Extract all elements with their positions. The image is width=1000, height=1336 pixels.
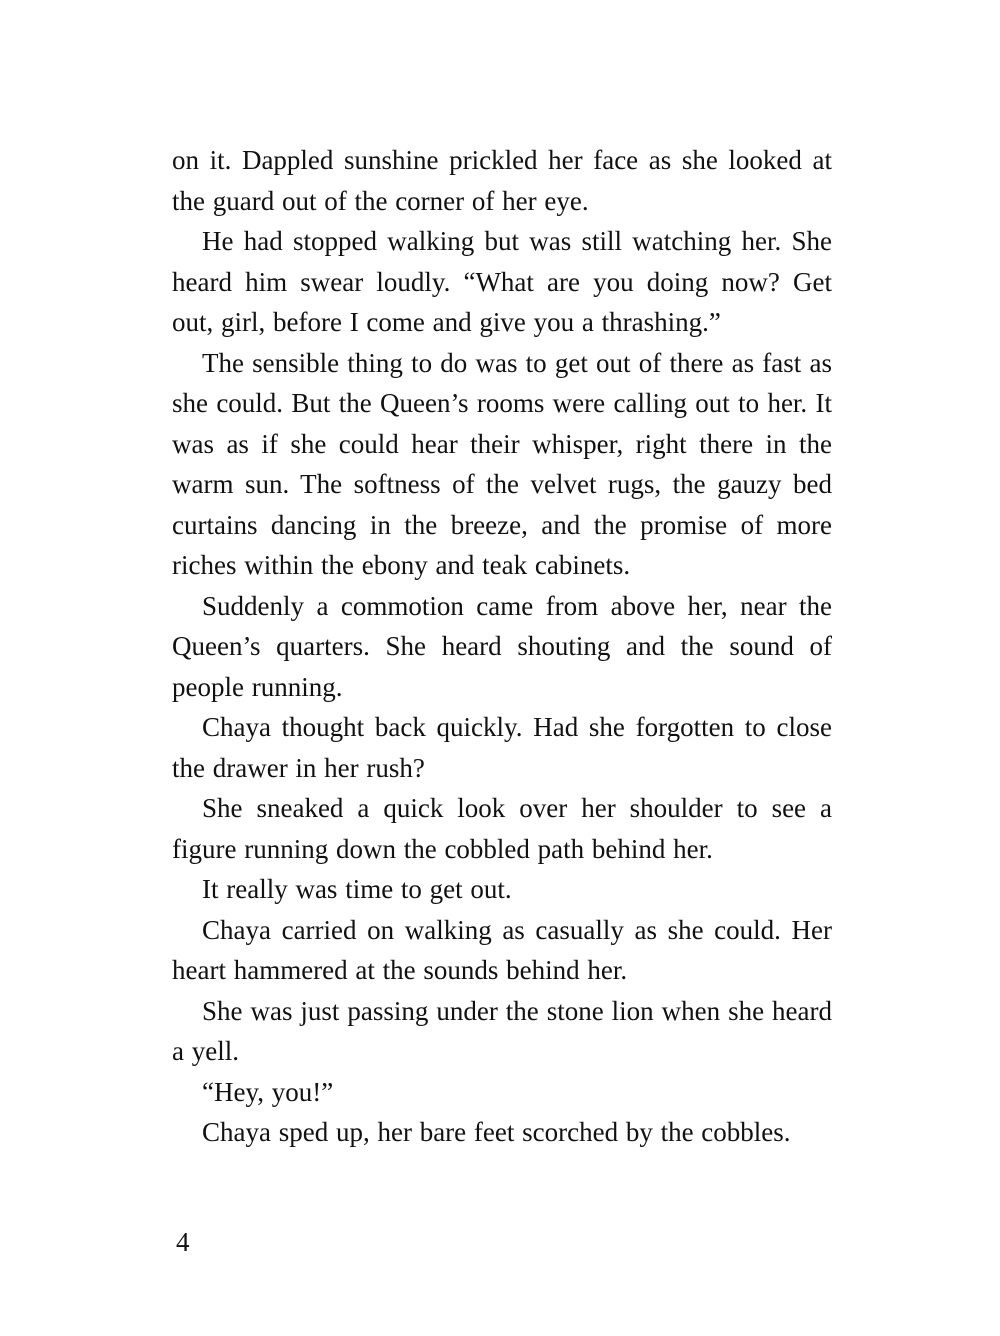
body-paragraph: Chaya thought back quickly. Had she forgotten to close the drawer in her rush? (172, 712, 832, 783)
body-paragraph: She was just passing under the stone lion when she heard a yell. (172, 995, 832, 1066)
body-paragraph: She sneaked a quick look over her shoulder to see a figure running down the cobbled path behind her. (172, 793, 832, 864)
body-paragraph: The sensible thing to do was to get out of there as fast as she could. But the Queen’s rooms were calling out to her. It was as if she could hear their whisper, right there in the warm sun. The softness of the velvet rugs, the gauzy bed curtains dancing in the breeze, and the promise of more riches within the ebony and teak cabinets. (172, 347, 832, 580)
body-paragraph: Chaya carried on walking as casually as she could. Her heart hammered at the sounds behind her. (172, 914, 832, 985)
body-paragraph: He had stopped walking but was still watching her. She heard him swear loudly. “What are you doing now? Get out, girl, before I come and give you a thrashing.” (172, 226, 832, 337)
body-paragraph: It really was time to get out. (202, 874, 512, 904)
body-paragraph: “Hey, you!” (202, 1076, 334, 1107)
page-number: 4 (176, 1227, 190, 1257)
body-paragraph: Suddenly a commotion came from above her, near the Queen’s quarters. She heard shouting and the sound of people running. (172, 590, 832, 702)
body-paragraph: on it. Dappled sunshine prickled her face as she looked at the guard out of the corner of her eye. (172, 145, 832, 216)
body-paragraph: Chaya sped up, her bare feet scorched by the cobbles. (202, 1117, 791, 1147)
body-text-block (172, 140, 832, 1153)
